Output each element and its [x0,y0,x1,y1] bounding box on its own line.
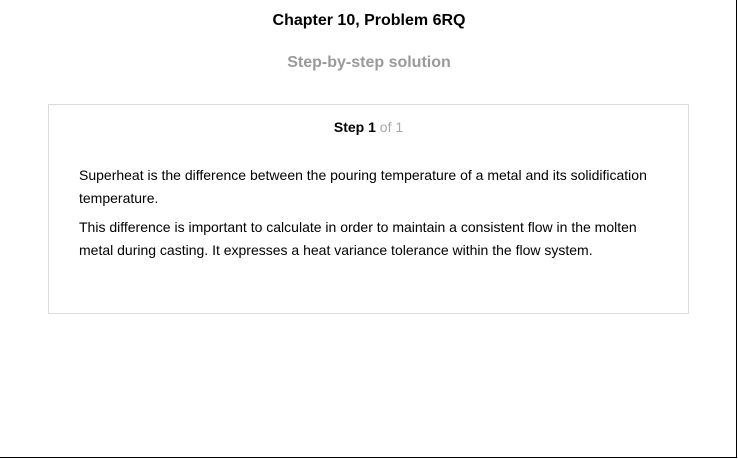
step-paragraph: This difference is important to calculate in order to maintain a consistent flow in the molten metal during casting. It expresses a heat variance tolerance within the flow system. [79,219,637,258]
solution-subtitle: Step-by-step solution [287,54,451,71]
page-title: Chapter 10, Problem 6RQ [272,12,466,29]
step-label: Step [333,119,365,135]
step-total: of 1 [379,119,404,135]
step-paragraph: Superheat is the difference between the pouring temperature of a metal and its solidification temperature. [79,167,647,206]
step-header [49,118,688,136]
step-number: 1 [368,119,376,135]
step-body [79,164,669,268]
step-card [48,104,689,314]
